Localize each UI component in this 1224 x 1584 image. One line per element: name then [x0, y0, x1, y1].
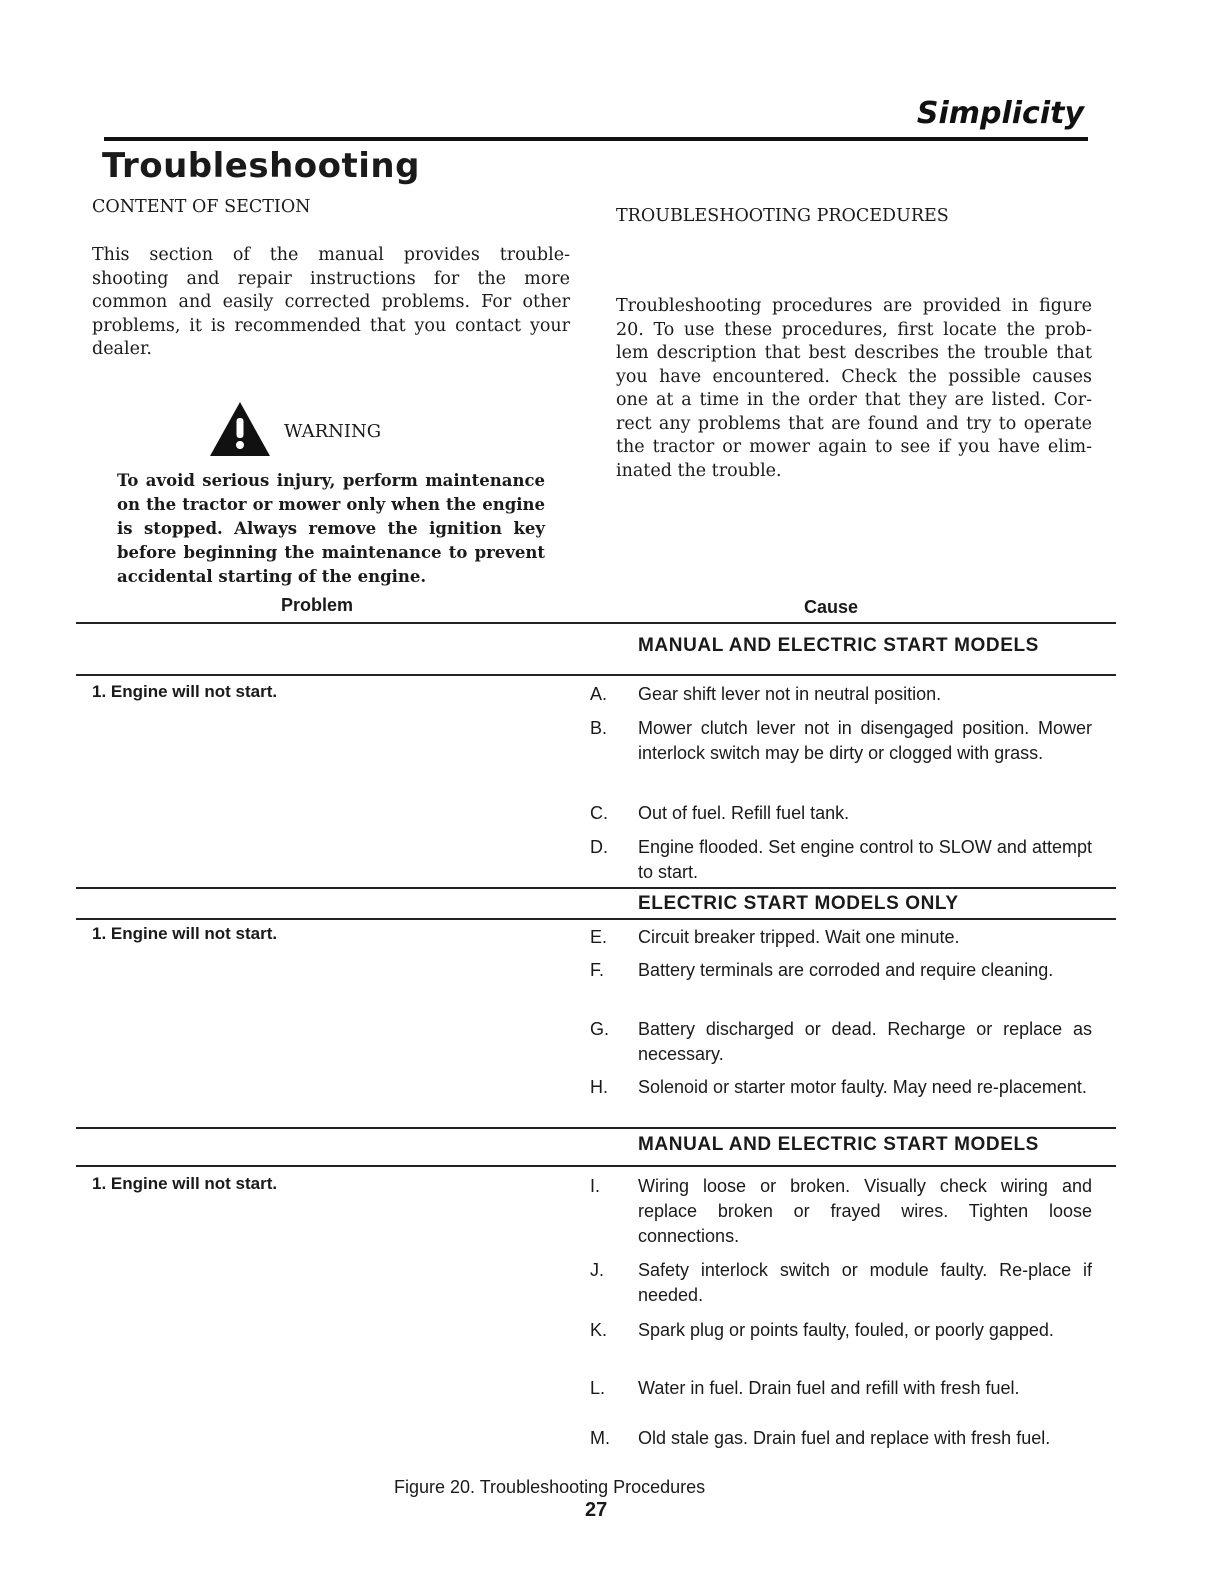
cause-text: Battery terminals are corroded and require cleaning.	[638, 960, 1054, 980]
procedures-paragraph	[616, 295, 1092, 483]
section-heading: MANUAL AND ELECTRIC START MODELS	[638, 1134, 1039, 1155]
cause-letter: E.	[590, 927, 608, 947]
section-heading: MANUAL AND ELECTRIC START MODELS	[638, 635, 1039, 656]
procedures-line: one at a time in the order that they are listed. Cor-	[616, 390, 1092, 410]
cause-letter: I.	[590, 1176, 601, 1196]
cause-letter: J.	[590, 1260, 605, 1280]
table-rule	[76, 1127, 1116, 1129]
procedures-line: Troubleshooting procedures are provided in figure	[616, 296, 1092, 316]
header-rule	[104, 137, 1088, 141]
procedures-line: inated the trouble.	[616, 460, 782, 481]
cause-column-header: Cause	[804, 597, 859, 617]
content-line: This section of the manual provides trouble-	[92, 245, 570, 265]
table-rule	[76, 887, 1116, 889]
warning-line: To avoid serious injury, perform maintenance	[117, 471, 545, 490]
content-line: problems, it is recommended that you contact your	[92, 315, 570, 336]
content-line: shooting and repair instructions for the more	[92, 268, 570, 289]
table-rule	[76, 918, 1116, 920]
warning-line: accidental starting of the engine.	[117, 567, 427, 586]
procedures-line: the tractor or mower again to see if you have elim-	[616, 437, 1092, 457]
warning-line: is stopped. Always remove the ignition key	[117, 519, 545, 538]
cause-text: Safety interlock switch or module faulty. Re-place if needed.	[638, 1260, 1092, 1305]
cause-text: Out of fuel. Refill fuel tank.	[638, 803, 850, 823]
content-line: dealer.	[92, 339, 152, 359]
cause-text: Solenoid or starter motor faulty. May need re-placement.	[638, 1077, 1087, 1097]
cause-letter: C.	[590, 803, 608, 823]
page-number: 27	[585, 1499, 608, 1521]
cause-text: Mower clutch lever not in disengaged position. Mower interlock switch may be dirty or clogged with grass.	[638, 718, 1092, 763]
cause-letter: F.	[590, 960, 605, 980]
problem-column-header: Problem	[281, 595, 354, 615]
procedures-heading: TROUBLESHOOTING PROCEDURES	[616, 206, 949, 226]
cause-letter: D.	[590, 837, 608, 857]
cause-letter: L.	[590, 1378, 606, 1398]
cause-letter: A.	[590, 684, 608, 704]
warning-line: before beginning the maintenance to prevent	[117, 543, 545, 562]
cause-letter: K.	[590, 1320, 608, 1340]
procedures-line: rect any problems that are found and try to operate	[616, 413, 1092, 434]
cause-text: Battery discharged or dead. Recharge or replace as necessary.	[638, 1019, 1092, 1064]
cause-text: Circuit breaker tripped. Wait one minute.	[638, 927, 960, 947]
page-title: Troubleshooting	[102, 146, 420, 186]
procedures-line: 20. To use these procedures, first locate the prob-	[616, 319, 1092, 340]
content-line: common and easily corrected problems. For other	[92, 292, 570, 312]
problem-text: 1. Engine will not start.	[92, 924, 278, 943]
warning-line: on the tractor or mower only when the engine	[117, 495, 545, 514]
cause-text: Wiring loose or broken. Visually check wiring and replace broken or frayed wires. Tighten loose connections.	[638, 1176, 1092, 1246]
table-rule	[76, 1165, 1116, 1167]
cause-letter: H.	[590, 1077, 608, 1097]
brand-logo: Simplicity	[916, 96, 1084, 131]
procedures-line: you have encountered. Check the possible causes	[616, 366, 1092, 387]
cause-text: Water in fuel. Drain fuel and refill with fresh fuel.	[638, 1378, 1020, 1398]
cause-letter: G.	[590, 1019, 610, 1039]
figure-caption: Figure 20. Troubleshooting Procedures	[394, 1477, 706, 1497]
cause-text: Gear shift lever not in neutral position.	[638, 684, 942, 704]
table-rule	[76, 622, 1116, 624]
content-paragraph	[92, 244, 570, 362]
cause-letter: M.	[590, 1428, 610, 1448]
warning-label: WARNING	[284, 421, 382, 442]
warning-icon	[208, 400, 272, 462]
content-of-section-heading: CONTENT OF SECTION	[92, 197, 311, 217]
section-heading: ELECTRIC START MODELS ONLY	[638, 893, 959, 914]
procedures-line: lem description that best describes the trouble that	[616, 343, 1092, 363]
cause-text: Old stale gas. Drain fuel and replace with fresh fuel.	[638, 1428, 1051, 1448]
problem-text: 1. Engine will not start.	[92, 682, 278, 701]
warning-text	[117, 469, 545, 589]
problem-text: 1. Engine will not start.	[92, 1174, 278, 1193]
cause-text: Engine flooded. Set engine control to SLOW and attempt to start.	[638, 837, 1092, 882]
cause-text: Spark plug or points faulty, fouled, or poorly gapped.	[638, 1320, 1054, 1340]
table-rule	[76, 674, 1116, 676]
cause-letter: B.	[590, 718, 608, 738]
